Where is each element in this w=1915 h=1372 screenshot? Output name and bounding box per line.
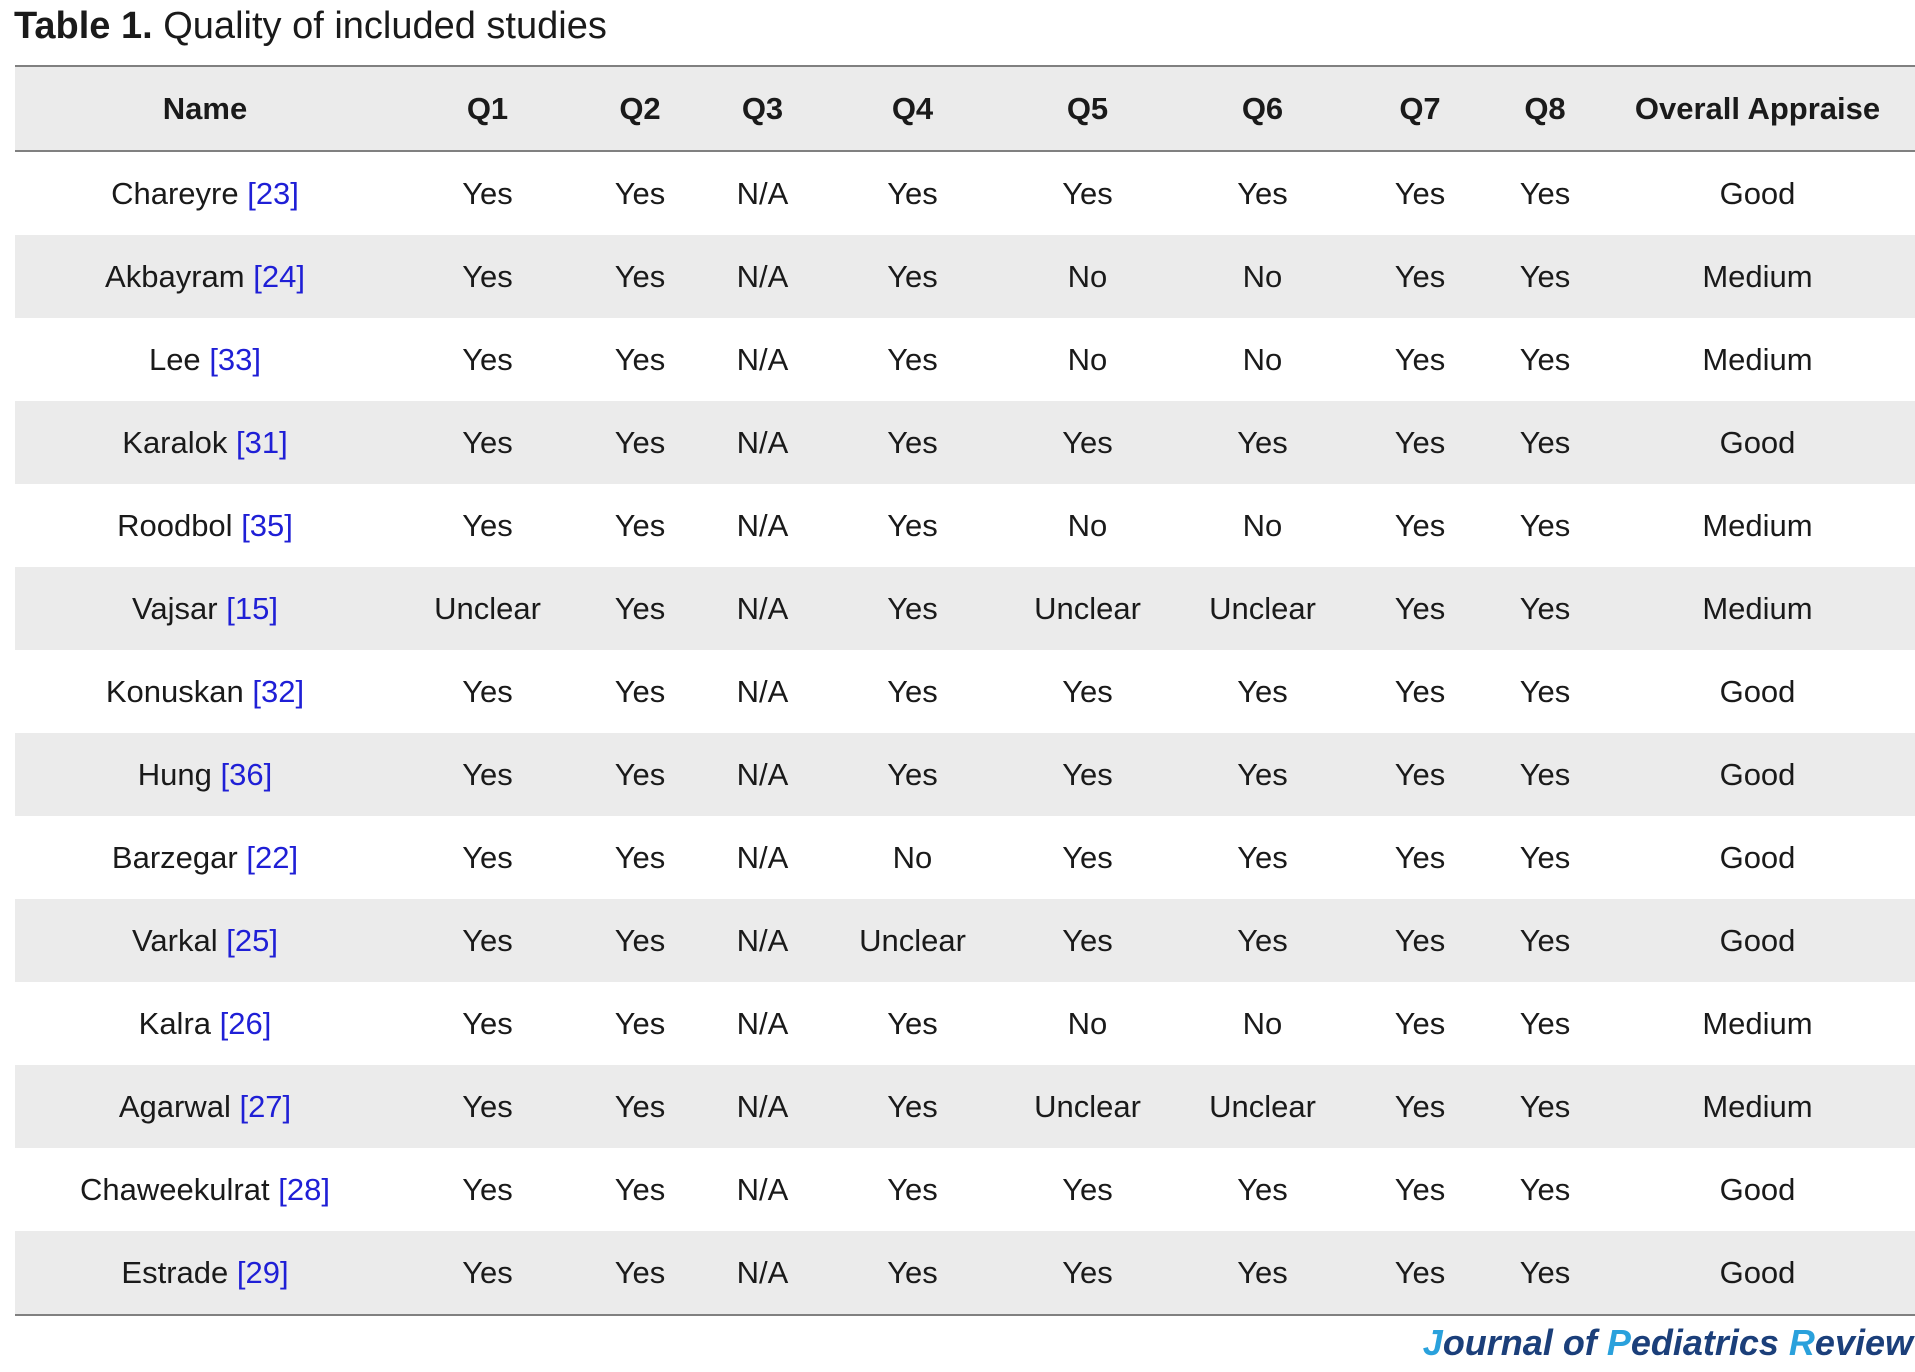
journal-logo-part: R (1788, 1322, 1815, 1363)
answer-cell: Yes (1237, 175, 1288, 211)
study-name-cell (15, 401, 395, 484)
journal-logo-part: ournal of (1442, 1322, 1607, 1363)
study-name: Barzegar (111, 839, 238, 875)
table-row (15, 1148, 1915, 1231)
answer-cell: Unclear (1175, 567, 1350, 650)
study-name-cell (15, 899, 395, 982)
journal-logo-part: P (1606, 1322, 1631, 1363)
study-name-cell (15, 1231, 395, 1315)
table-row (15, 650, 1915, 733)
answer-cell: Yes (614, 507, 666, 543)
answer-cell: Yes (887, 341, 938, 377)
answer-cell: Yes (614, 341, 666, 377)
table-row (15, 235, 1915, 318)
answer-cell: Yes (1394, 507, 1446, 543)
answer-cell: Unclear (1000, 567, 1175, 650)
answer-cell: N/A (700, 401, 825, 484)
answer-cell: Yes (1000, 899, 1175, 982)
answer-cell: Yes (580, 401, 700, 484)
answer-cell: Yes (1237, 673, 1288, 709)
answer-cell: Yes (1175, 1231, 1350, 1315)
answer-cell: Yes (1519, 839, 1571, 875)
answer-cell: Yes (1175, 401, 1350, 484)
answer-cell: N/A (700, 899, 825, 982)
study-name-cell (15, 235, 395, 318)
answer-cell: Yes (1237, 1171, 1288, 1207)
table-title (14, 4, 607, 50)
study-name: Estrade (121, 1254, 229, 1290)
answer-cell: Yes (1350, 1231, 1490, 1315)
overall-appraise-cell: Good (1600, 401, 1915, 484)
study-name-cell (15, 484, 395, 567)
answer-cell: Unclear (825, 899, 1000, 982)
overall-appraise-cell: Good (1719, 673, 1796, 709)
answer-cell: Yes (1519, 673, 1571, 709)
answer-cell: N/A (736, 507, 789, 543)
study-name: Varkal (132, 922, 218, 958)
answer-cell: Unclear (1175, 1065, 1350, 1148)
journal-logo-part: J (1422, 1322, 1443, 1363)
answer-cell: Yes (1490, 235, 1600, 318)
study-name-cell (15, 816, 395, 899)
answer-cell: Yes (1000, 401, 1175, 484)
table-caption: Quality of included studies (152, 5, 607, 47)
answer-cell: Yes (395, 733, 580, 816)
answer-cell: Yes (580, 567, 700, 650)
answer-cell: Yes (395, 1065, 580, 1148)
citation-link[interactable]: [33] (209, 341, 262, 377)
answer-cell: No (1000, 235, 1175, 318)
study-name-cell (15, 982, 395, 1065)
answer-cell: Yes (1519, 341, 1571, 377)
study-name: Agarwal (118, 1088, 231, 1124)
answer-cell: Yes (1237, 839, 1288, 875)
overall-appraise-cell: Medium (1600, 567, 1915, 650)
answer-cell: Yes (825, 235, 1000, 318)
answer-cell: Yes (462, 341, 513, 377)
answer-cell: No (1067, 1005, 1108, 1041)
answer-cell: Yes (1519, 175, 1571, 211)
journal-logo (1423, 1322, 1913, 1364)
citation-link[interactable]: [36] (220, 756, 273, 792)
answer-cell: Yes (1490, 1065, 1600, 1148)
overall-appraise-cell: Good (1600, 899, 1915, 982)
answer-cell: Yes (1490, 567, 1600, 650)
column-header: Q8 (1490, 66, 1600, 151)
answer-cell: Yes (1062, 673, 1113, 709)
answer-cell: Yes (614, 1171, 666, 1207)
answer-cell: Yes (1394, 1005, 1446, 1041)
answer-cell: Yes (1000, 1231, 1175, 1315)
answer-cell: N/A (736, 839, 789, 875)
quality-table (15, 65, 1915, 1316)
study-name-cell (15, 733, 395, 816)
study-name: Lee (148, 341, 201, 377)
answer-cell: Yes (614, 175, 666, 211)
answer-cell: Yes (395, 899, 580, 982)
column-header: Q7 (1350, 66, 1490, 151)
citation-link[interactable]: [15] (226, 590, 278, 626)
overall-appraise-cell: Good (1600, 1231, 1915, 1315)
answer-cell: Yes (1519, 1005, 1571, 1041)
citation-link[interactable]: [25] (226, 922, 278, 958)
table-row (15, 151, 1915, 235)
answer-cell: Yes (1062, 839, 1113, 875)
table-body (15, 151, 1915, 1315)
answer-cell: No (1067, 507, 1108, 543)
answer-cell: Unclear (395, 567, 580, 650)
table-row (15, 484, 1915, 567)
answer-cell: Yes (580, 235, 700, 318)
answer-cell: N/A (700, 733, 825, 816)
overall-appraise-cell: Medium (1702, 1005, 1813, 1041)
study-name: Akbayram (105, 258, 245, 294)
overall-appraise-cell: Good (1719, 1171, 1796, 1207)
overall-appraise-cell: Medium (1600, 1065, 1915, 1148)
answer-cell: Yes (462, 1005, 513, 1041)
journal-logo-part: eview (1814, 1322, 1913, 1363)
column-header: Q3 (700, 66, 825, 151)
answer-cell: Yes (395, 1231, 580, 1315)
study-name: Kalra (138, 1005, 212, 1041)
answer-cell: Yes (462, 673, 513, 709)
answer-cell: Yes (462, 1171, 513, 1207)
study-name: Karalok (122, 424, 228, 460)
answer-cell: Yes (1394, 673, 1446, 709)
answer-cell: Yes (580, 1065, 700, 1148)
answer-cell: Yes (1062, 175, 1113, 211)
study-name: Konuskan (105, 673, 244, 709)
answer-cell: No (1067, 341, 1108, 377)
answer-cell: No (1242, 341, 1283, 377)
column-header: Q6 (1175, 66, 1350, 151)
answer-cell: N/A (700, 235, 825, 318)
column-header: Q2 (580, 66, 700, 151)
answer-cell: Yes (395, 235, 580, 318)
answer-cell: Yes (887, 175, 938, 211)
answer-cell: Yes (1394, 175, 1446, 211)
answer-cell: Unclear (1000, 1065, 1175, 1148)
overall-appraise-cell: Medium (1600, 235, 1915, 318)
answer-cell: Yes (887, 1171, 938, 1207)
answer-cell: N/A (736, 341, 789, 377)
column-header: Overall Appraise (1600, 66, 1915, 151)
answer-cell: N/A (736, 175, 789, 211)
table-row (15, 1065, 1915, 1148)
study-name-cell (15, 1065, 395, 1148)
column-header: Q4 (825, 66, 1000, 151)
answer-cell: No (1242, 507, 1283, 543)
answer-cell: Yes (1350, 1065, 1490, 1148)
citation-link[interactable]: [22] (246, 839, 299, 875)
answer-cell: Yes (1394, 1171, 1446, 1207)
answer-cell: Yes (1350, 235, 1490, 318)
answer-cell: Yes (614, 673, 666, 709)
citation-link[interactable]: [29] (236, 1254, 289, 1290)
answer-cell: Yes (1519, 507, 1571, 543)
table-label: Table 1. (14, 5, 153, 47)
answer-cell: Yes (1062, 1171, 1113, 1207)
citation-link[interactable]: [31] (236, 424, 288, 460)
study-name: Roodbol (117, 507, 233, 543)
answer-cell: Yes (825, 1231, 1000, 1315)
answer-cell: N/A (736, 1005, 789, 1041)
answer-cell: Yes (1394, 341, 1446, 377)
answer-cell: Yes (1490, 1231, 1600, 1315)
column-header: Q1 (395, 66, 580, 151)
answer-cell: N/A (700, 1065, 825, 1148)
study-name: Chareyre (111, 175, 239, 211)
answer-cell: Yes (580, 899, 700, 982)
study-name: Hung (137, 756, 212, 792)
table-row (15, 899, 1915, 982)
table-row (15, 1231, 1915, 1315)
column-header: Name (15, 66, 395, 151)
answer-cell: Yes (825, 1065, 1000, 1148)
answer-cell: Yes (887, 507, 938, 543)
citation-link[interactable]: [24] (253, 258, 305, 294)
answer-cell: Yes (614, 839, 666, 875)
study-name-cell (15, 650, 395, 733)
answer-cell: Yes (825, 733, 1000, 816)
citation-link[interactable]: [23] (247, 175, 299, 211)
journal-logo-part: ediatrics (1630, 1322, 1789, 1363)
answer-cell: Yes (462, 839, 513, 875)
answer-cell: Yes (1490, 733, 1600, 816)
answer-cell: Yes (1350, 401, 1490, 484)
answer-cell: Yes (887, 673, 938, 709)
citation-link[interactable]: [26] (219, 1005, 272, 1041)
answer-cell: Yes (825, 401, 1000, 484)
study-name-cell (15, 151, 395, 235)
citation-link[interactable]: [28] (278, 1171, 330, 1207)
answer-cell: Yes (1350, 567, 1490, 650)
overall-appraise-cell: Good (1719, 839, 1796, 875)
answer-cell: Yes (1350, 899, 1490, 982)
answer-cell: Yes (580, 733, 700, 816)
answer-cell: Yes (1175, 899, 1350, 982)
answer-cell: Yes (1490, 899, 1600, 982)
answer-cell: Yes (1000, 733, 1175, 816)
overall-appraise-cell: Good (1600, 733, 1915, 816)
citation-link[interactable]: [35] (241, 507, 293, 543)
answer-cell: Yes (825, 567, 1000, 650)
study-name-cell (15, 318, 395, 401)
answer-cell: N/A (700, 1231, 825, 1315)
answer-cell: Yes (462, 507, 513, 543)
answer-cell: Yes (1490, 401, 1600, 484)
answer-cell: Yes (462, 175, 513, 211)
answer-cell: N/A (736, 673, 789, 709)
answer-cell: N/A (736, 1171, 789, 1207)
answer-cell: Yes (614, 1005, 666, 1041)
citation-link[interactable]: [32] (252, 673, 305, 709)
study-name: Vajsar (132, 590, 218, 626)
answer-cell: Yes (1519, 1171, 1571, 1207)
table-row (15, 733, 1915, 816)
citation-link[interactable]: [27] (239, 1088, 292, 1124)
overall-appraise-cell: Good (1719, 175, 1796, 211)
table-row (15, 982, 1915, 1065)
answer-cell: No (892, 839, 933, 875)
answer-cell: Yes (395, 401, 580, 484)
header-row (15, 66, 1915, 151)
study-name: Chaweekulrat (80, 1171, 270, 1207)
answer-cell: Yes (1394, 839, 1446, 875)
answer-cell: Yes (887, 1005, 938, 1041)
table-row (15, 816, 1915, 899)
answer-cell: Yes (1350, 733, 1490, 816)
table-row (15, 401, 1915, 484)
table-row (15, 567, 1915, 650)
overall-appraise-cell: Medium (1702, 341, 1813, 377)
table-row (15, 318, 1915, 401)
study-name-cell (15, 1148, 395, 1231)
column-header: Q5 (1000, 66, 1175, 151)
study-name-cell (15, 567, 395, 650)
answer-cell: Yes (1175, 733, 1350, 816)
overall-appraise-cell: Medium (1702, 507, 1813, 543)
answer-cell: N/A (700, 567, 825, 650)
answer-cell: No (1175, 235, 1350, 318)
answer-cell: Yes (580, 1231, 700, 1315)
answer-cell: No (1242, 1005, 1283, 1041)
